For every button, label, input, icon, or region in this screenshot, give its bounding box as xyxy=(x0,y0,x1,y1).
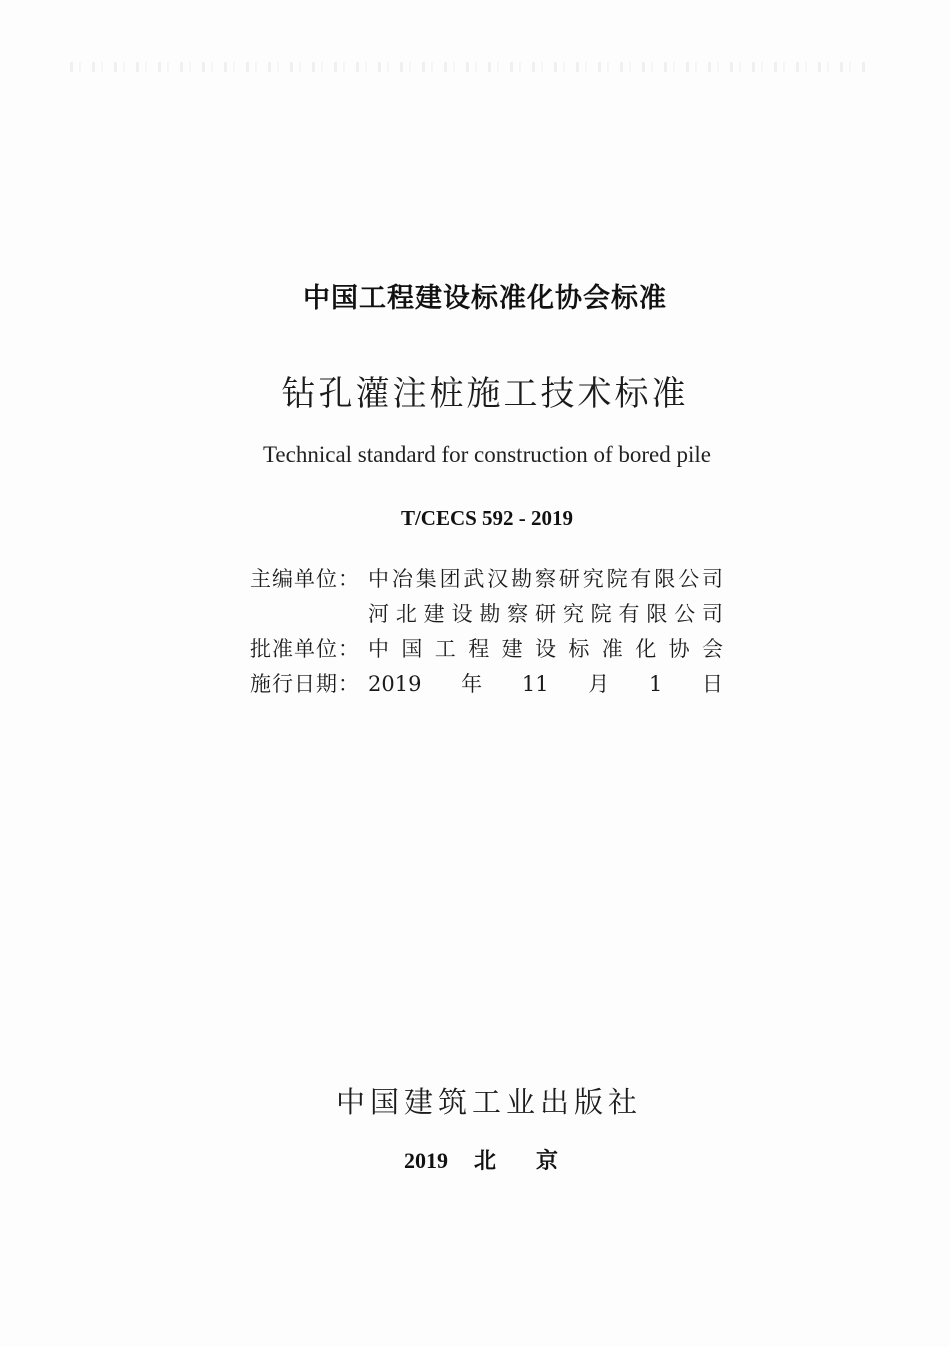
approver-unit: 中国工程建设标准化协会 xyxy=(368,637,723,661)
publication-year: 2019 xyxy=(404,1148,448,1173)
standard-code: T/CECS 592 - 2019 xyxy=(400,506,574,530)
editor-unit-1: 中冶集团武汉勘察研究院有限公司 xyxy=(368,567,723,591)
organization-standard-heading: 中国工程建设标准化协会标准 xyxy=(303,283,667,314)
editor-unit-2: 河北建设勘察研究院有限公司 xyxy=(368,602,723,626)
approver-row xyxy=(250,632,723,667)
document-title-chinese: 钻孔灌注桩施工技术标准 xyxy=(281,374,689,414)
approver-label: 批准单位： xyxy=(250,637,360,661)
document-title-english: Technical standard for construction of bored pile xyxy=(262,442,711,467)
effective-date-label: 施行日期： xyxy=(250,672,360,696)
editor-row-2 xyxy=(250,597,723,632)
editor-row xyxy=(250,562,723,597)
editor-label: 主编单位： xyxy=(250,567,360,591)
effective-date: 2019年11月1日 xyxy=(368,672,723,696)
publisher-name: 中国建筑工业出版社 xyxy=(335,1085,642,1119)
publication-year-place xyxy=(404,1144,598,1175)
scan-artifact xyxy=(70,62,870,72)
effective-date-row xyxy=(250,667,723,702)
publication-info-block xyxy=(250,562,723,702)
publication-city: 北京 xyxy=(474,1149,599,1174)
